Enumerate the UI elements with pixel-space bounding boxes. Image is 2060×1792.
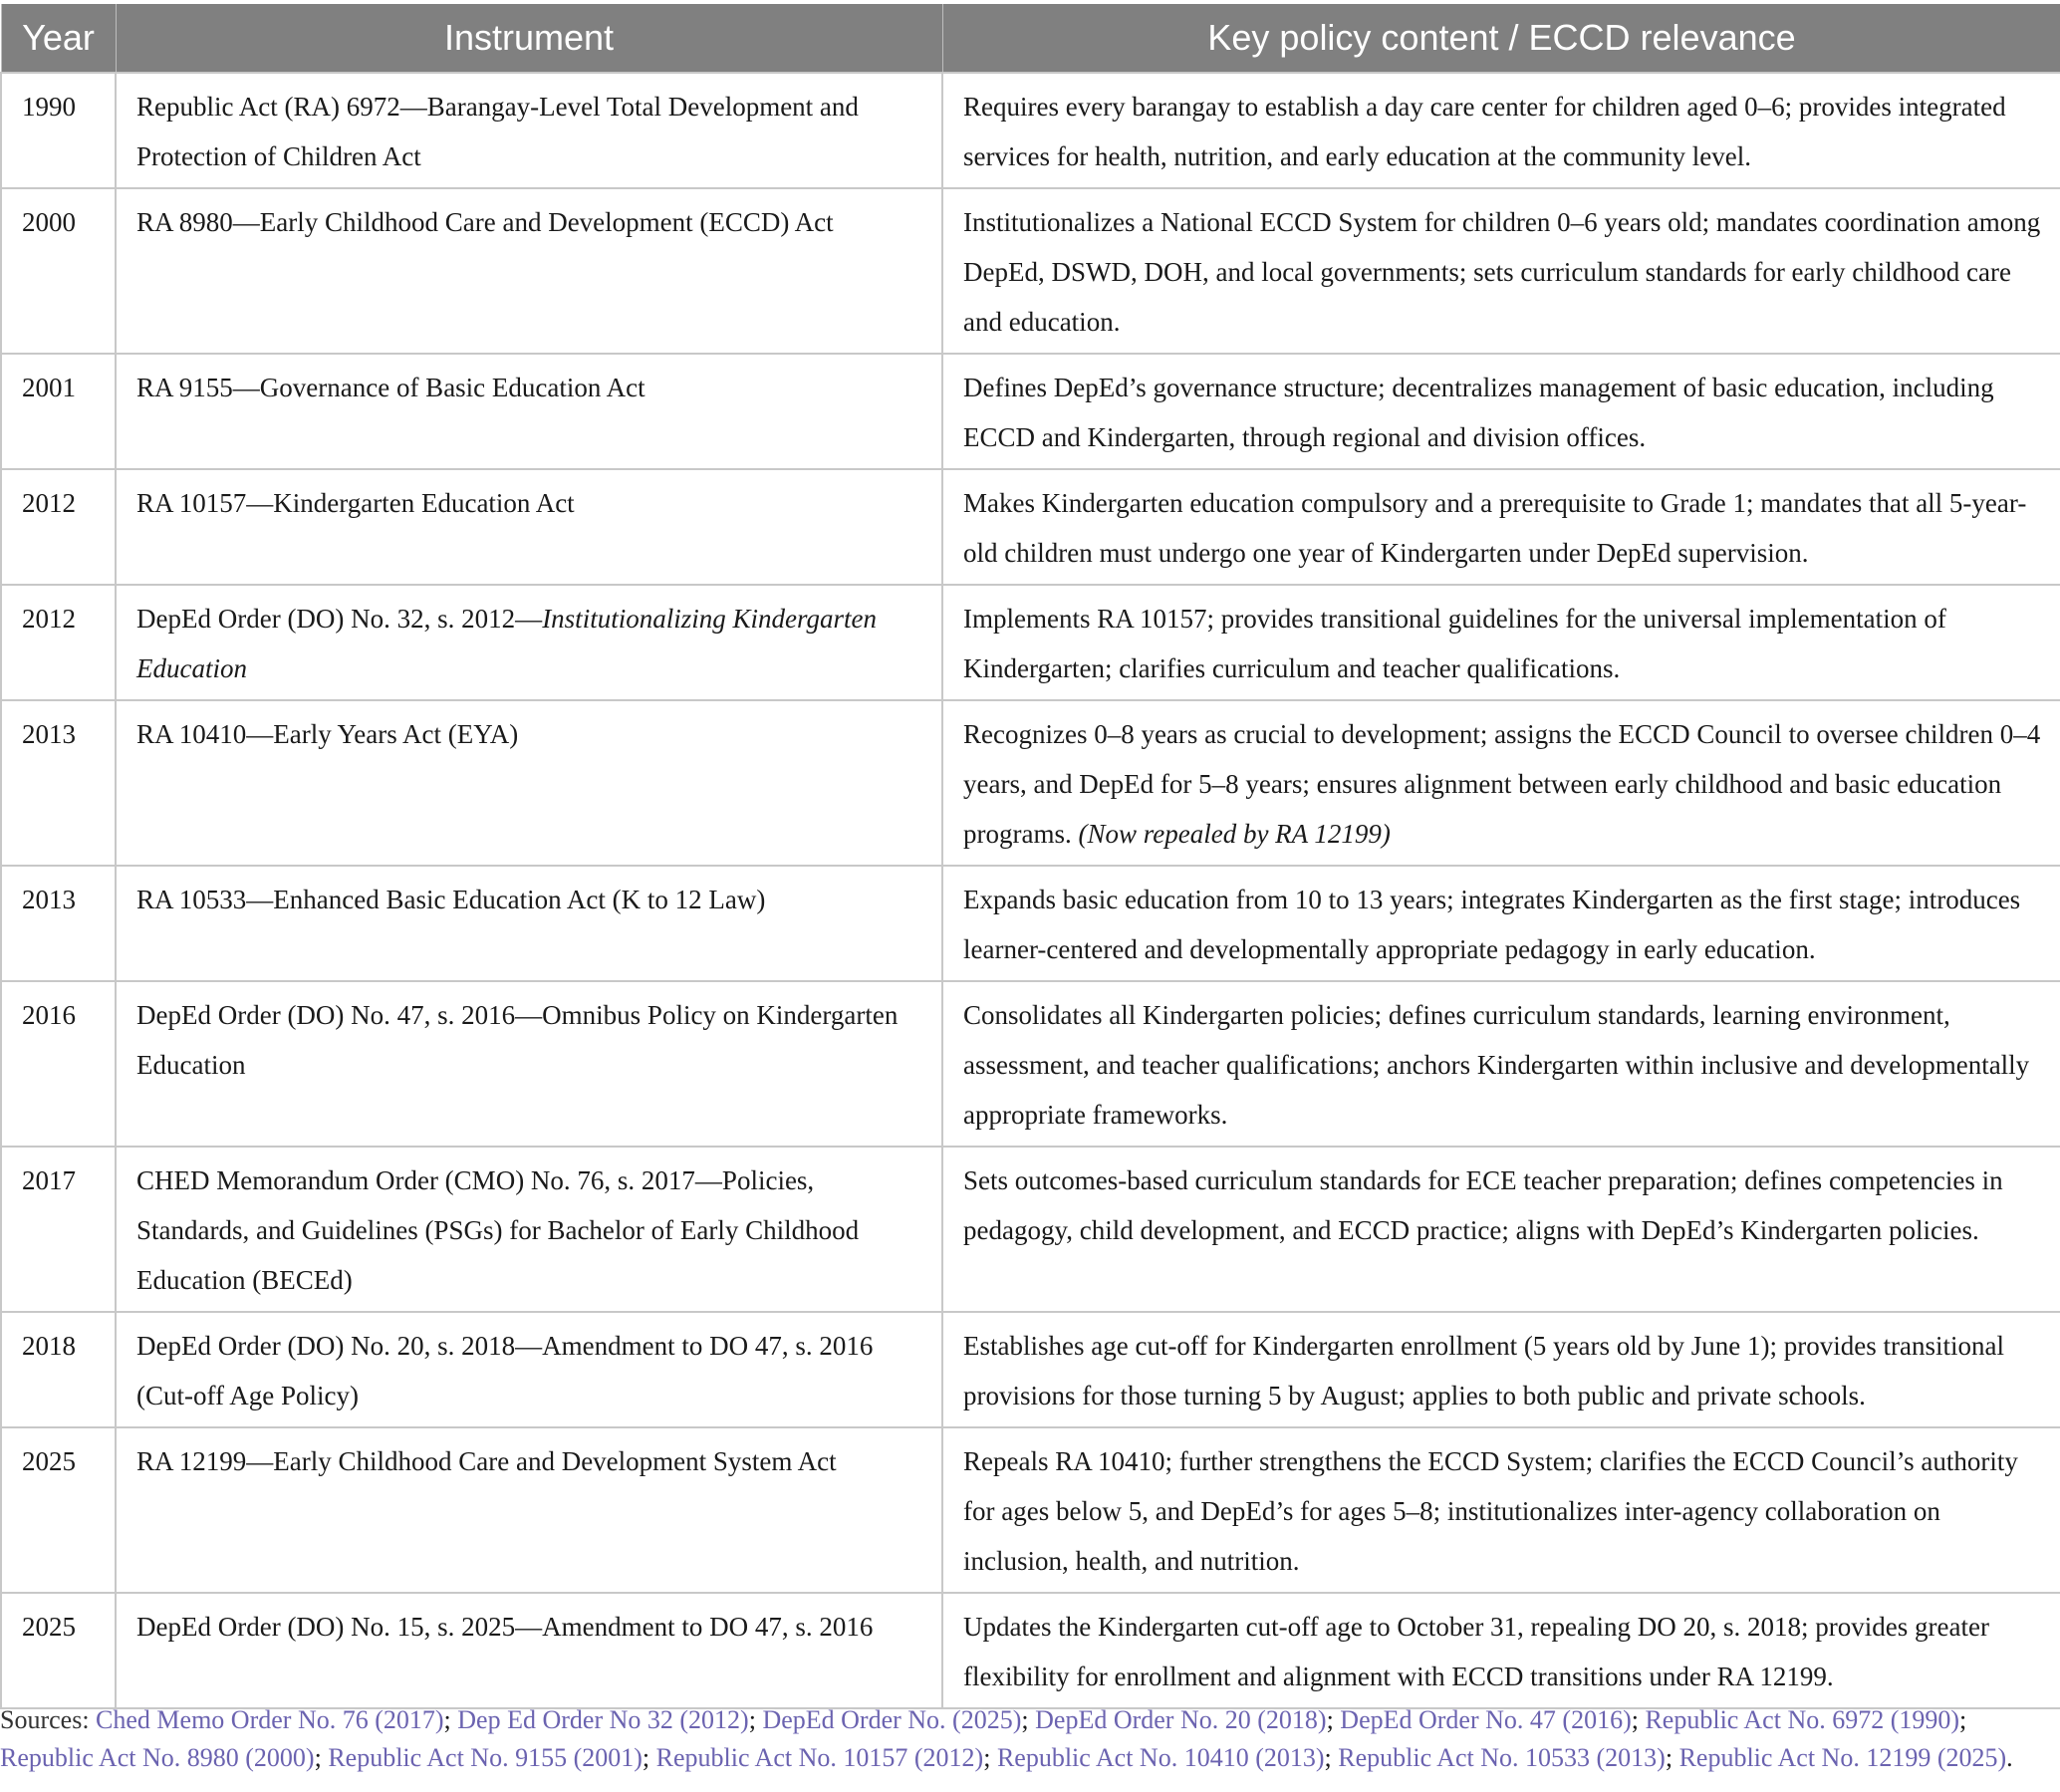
cell-key-content [942,354,2060,469]
cell-year: 2016 [1,981,116,1147]
instrument-text: DepEd Order (DO) No. 15, s. 2025—Amendment to DO 47, s. 2016 [136,1612,874,1642]
cell-instrument [116,354,942,469]
key-content-text: Repeals RA 10410; further strengthens the ECCD System; clarifies the ECCD Council’s authority for ages below 5, and DepEd’s for ages 5–8; institutionalizes inter-agency collaboration on inclusion, health, and nutrition. [963,1446,2018,1576]
cell-key-content [942,469,2060,585]
key-content-text: Requires every barangay to establish a day care center for children aged 0–6; provides integrated services for health, nutrition, and early education at the community level. [963,92,2006,171]
cell-year: 2000 [1,188,116,354]
instrument-text: DepEd Order (DO) No. 32, s. 2012— [136,604,543,634]
cell-instrument [116,1147,942,1312]
key-content-text: Sets outcomes-based curriculum standards for ECE teacher preparation; defines competencies in pedagogy, child development, and ECCD practice; aligns with DepEd’s Kindergarten policies. [963,1165,2003,1245]
cell-year: 2025 [1,1427,116,1593]
cell-year: 2013 [1,700,116,866]
table-body [1,73,2060,1708]
table-row [1,469,2060,585]
table-row [1,866,2060,981]
header-instrument: Instrument [116,4,942,73]
cell-instrument [116,188,942,354]
source-link[interactable]: Republic Act No. 10533 (2013) [1338,1743,1666,1772]
key-content-note: (Now repealed by RA 12199) [1078,819,1391,849]
cell-key-content [942,981,2060,1147]
instrument-text: RA 12199—Early Childhood Care and Development System Act [136,1446,837,1476]
key-content-text: Establishes age cut-off for Kindergarten enrollment (5 years old by June 1); provides transitional provisions for those turning 5 by August; applies to both public and private schools. [963,1331,2004,1410]
cell-instrument [116,866,942,981]
table-row [1,1147,2060,1312]
cell-instrument [116,1312,942,1427]
cell-key-content [942,700,2060,866]
table-row [1,1427,2060,1593]
instrument-text: DepEd Order (DO) No. 20, s. 2018—Amendment to DO 47, s. 2016 (Cut-off Age Policy) [136,1331,874,1410]
source-link[interactable]: DepEd Order No. 47 (2016) [1340,1705,1632,1734]
cell-key-content [942,866,2060,981]
instrument-text: RA 8980—Early Childhood Care and Development (ECCD) Act [136,207,834,237]
source-link[interactable]: DepEd Order No. 20 (2018) [1035,1705,1327,1734]
source-link[interactable]: Republic Act No. 10157 (2012) [655,1743,984,1772]
table-row [1,700,2060,866]
cell-instrument [116,981,942,1147]
sources-note: Sources: Ched Memo Order No. 76 (2017); Dep Ed Order No 32 (2012); DepEd Order No. (2025); DepEd Order No. 20 (2018); DepEd Order No. 47 (2016); Republic Act No. 6972 (1990); Republic Act No. 8980 (2000); Republic Act No. 9155 (2001); Republic Act No. 10157 (2012); Republic Act No. 10410 (2013); Republic Act No. 10533 (2013); Republic Act No. 12199 (2025). [0,1705,2013,1772]
table-row [1,1312,2060,1427]
header-year: Year [1,4,116,73]
key-content-text: Makes Kindergarten education compulsory and a prerequisite to Grade 1; mandates that all 5-year-old children must undergo one year of Kindergarten under DepEd supervision. [963,488,2027,568]
key-content-text: Defines DepEd’s governance structure; decentralizes management of basic education, including ECCD and Kindergarten, through regional and division offices. [963,373,1994,452]
table-row [1,354,2060,469]
policy-table [0,4,2060,1709]
instrument-italic-title: Institutionalizing Kindergarten Education [136,604,877,683]
source-link[interactable]: DepEd Order No. (2025) [762,1705,1022,1734]
cell-instrument [116,1593,942,1708]
cell-year: 2013 [1,866,116,981]
header-row [1,4,2060,73]
source-link[interactable]: Ched Memo Order No. 76 (2017) [96,1705,444,1734]
cell-instrument [116,1427,942,1593]
key-content-text: Implements RA 10157; provides transitional guidelines for the universal implementation of Kindergarten; clarifies curriculum and teacher qualifications. [963,604,1946,683]
instrument-text: RA 9155—Governance of Basic Education Act [136,373,645,402]
source-link[interactable]: Republic Act No. 8980 (2000) [0,1743,315,1772]
table-row [1,188,2060,354]
cell-instrument [116,73,942,188]
cell-year: 1990 [1,73,116,188]
cell-key-content [942,188,2060,354]
source-link[interactable]: Dep Ed Order No 32 (2012) [457,1705,749,1734]
sources-label: Sources: [0,1705,90,1734]
source-link[interactable]: Republic Act No. 12199 (2025) [1678,1743,2007,1772]
cell-key-content [942,1147,2060,1312]
key-content-text: Institutionalizes a National ECCD System for children 0–6 years old; mandates coordination among DepEd, DSWD, DOH, and local governments; sets curriculum standards for early childhood care and education. [963,207,2041,337]
table-row [1,1593,2060,1708]
table-row [1,73,2060,188]
cell-instrument [116,585,942,700]
cell-key-content [942,1427,2060,1593]
cell-key-content [942,1593,2060,1708]
key-content-text: Updates the Kindergarten cut-off age to October 31, repealing DO 20, s. 2018; provides greater flexibility for enrollment and alignment with ECCD transitions under RA 12199. [963,1612,1989,1691]
instrument-text: RA 10157—Kindergarten Education Act [136,488,575,518]
cell-year: 2001 [1,354,116,469]
cell-year: 2018 [1,1312,116,1427]
instrument-text: RA 10533—Enhanced Basic Education Act (K to 12 Law) [136,885,766,914]
key-content-text: Consolidates all Kindergarten policies; defines curriculum standards, learning environment, assessment, and teacher qualifications; anchors Kindergarten within inclusive and developmentally appropriate frameworks. [963,1000,2030,1130]
instrument-text: CHED Memorandum Order (CMO) No. 76, s. 2017—Policies, Standards, and Guidelines (PSGs) for Bachelor of Early Childhood Education (BECEd) [136,1165,860,1295]
key-content-text: Expands basic education from 10 to 13 years; integrates Kindergarten as the first stage; introduces learner-centered and developmentally appropriate pedagogy in early education. [963,885,2021,964]
instrument-text: DepEd Order (DO) No. 47, s. 2016—Omnibus Policy on Kindergarten Education [136,1000,899,1080]
cell-instrument [116,700,942,866]
cell-key-content [942,73,2060,188]
source-link[interactable]: Republic Act No. 9155 (2001) [328,1743,643,1772]
cell-year: 2017 [1,1147,116,1312]
source-link[interactable]: Republic Act No. 6972 (1990) [1645,1705,1960,1734]
instrument-text: RA 10410—Early Years Act (EYA) [136,719,519,749]
source-link[interactable]: Republic Act No. 10410 (2013) [996,1743,1325,1772]
header-key-content: Key policy content / ECCD relevance [942,4,2060,73]
cell-year: 2025 [1,1593,116,1708]
cell-key-content [942,1312,2060,1427]
cell-key-content [942,585,2060,700]
instrument-text: Republic Act (RA) 6972—Barangay-Level Total Development and Protection of Children Act [136,92,859,171]
cell-year: 2012 [1,469,116,585]
table-row [1,981,2060,1147]
table-row [1,585,2060,700]
cell-year: 2012 [1,585,116,700]
key-content-text: Recognizes 0–8 years as crucial to development; assigns the ECCD Council to oversee children 0–4 years, and DepEd for 5–8 years; ensures alignment between early childhood and basic education programs. [963,719,2041,849]
cell-instrument [116,469,942,585]
